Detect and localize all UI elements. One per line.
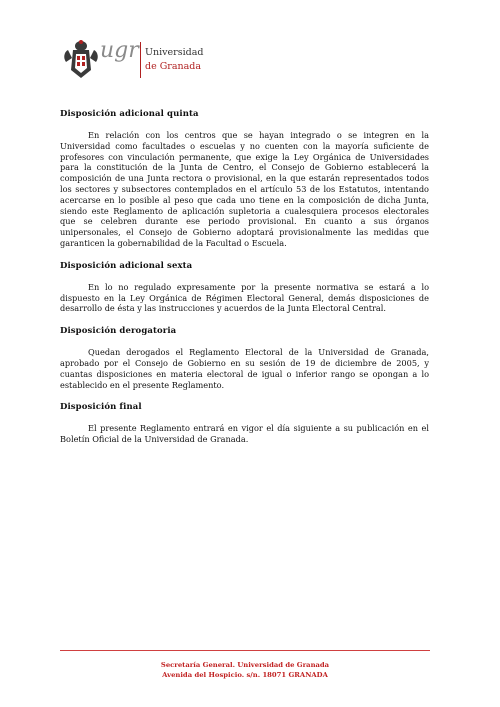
document-body xyxy=(60,108,429,456)
section-paragraph: En relación con los centros que se hayan integrado o se integren en la Universidad como facultades o escuelas y no cuenten con la mayoría suficiente de profesores con vinculación permanente, que exige la Ley Orgánica de Universidades para la constitución de la Junta de Centro, el Consejo de Gobierno establecerá la composición de una Junta rectora o provisional, en la que estarán representados todos los sectores y subsectores contemplados en el artículo 53 de los Estatutos, intentando acercarse en lo posible al peso que cada uno tiene en la composición de dicha Junta, siendo este Reglamento de aplicación supletoria a cualesquiera procesos electorales que se celebren durante ese periodo provisional. En cuanto a sus órganos unipersonales, el Consejo de Gobierno adoptará provisionalmente las medidas que garanticen la gobernabilidad de la Facultad o Escuela. xyxy=(60,130,429,248)
section-heading: Disposición final xyxy=(60,402,142,413)
section-derogatoria xyxy=(60,325,429,390)
section-paragraph: En lo no regulado expresamente por la presente normativa se estará a lo dispuesto en la Ley Orgánica de Régimen Electoral General, demás disposiciones de desarrollo de ésta y las instrucciones y acuerdos de la Junta Electoral Central. xyxy=(60,281,429,314)
section-paragraph: Quedan derogados el Reglamento Electoral de la Universidad de Granada, aprobado por el Consejo de Gobierno en su sesión de 19 de diciembre de 2005, y cuantas disposiciones en materia electoral de igual o inferior rango se opongan a lo establecido en el presente Reglamento. xyxy=(60,347,429,390)
section-adicional-sexta xyxy=(60,260,429,314)
section-final xyxy=(60,401,429,445)
footer-line-2: Avenida del Hospicio. s/n. 18071 GRANADA xyxy=(162,671,328,679)
footer-divider xyxy=(60,650,430,651)
logo-mark: ugr xyxy=(100,38,139,63)
university-seal-icon xyxy=(62,36,100,82)
section-heading: Disposición derogatoria xyxy=(60,326,177,337)
page-footer xyxy=(60,660,430,680)
section-heading: Disposición adicional quinta xyxy=(60,109,199,119)
university-logo xyxy=(62,36,204,86)
section-paragraph: El presente Reglamento entrará en vigor el día siguiente a su publicación en el Boletín Oficial de la Universidad de Granada. xyxy=(60,423,429,445)
footer-line-1: Secretaría General. Universidad de Granada xyxy=(160,661,330,669)
section-adicional-quinta xyxy=(60,108,429,249)
university-name-line1: Universidad xyxy=(145,47,204,58)
section-heading: Disposición adicional sexta xyxy=(60,260,193,271)
logo-divider xyxy=(140,42,141,78)
university-name-line2: de Granada xyxy=(145,61,202,72)
